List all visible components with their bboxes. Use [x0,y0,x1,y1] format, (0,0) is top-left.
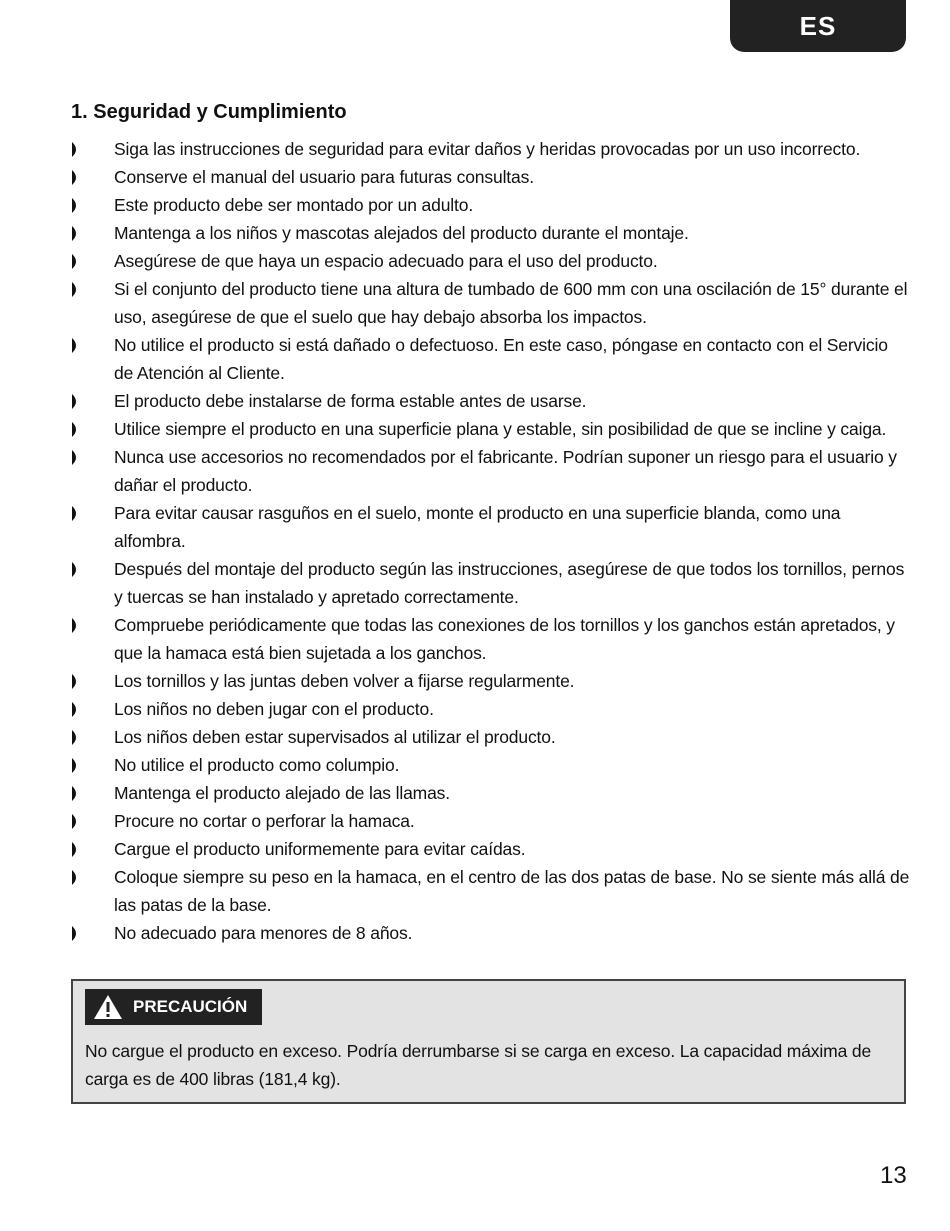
bullet-arrow-icon [72,842,80,857]
bullet-arrow-icon [72,926,80,941]
bullet-text: Este producto debe ser montado por un adulto. [114,195,474,215]
bullet-arrow-icon [72,814,80,829]
bullet-text: Conserve el manual del usuario para futuras consultas. [114,167,534,187]
bullet-text: Siga las instrucciones de seguridad para evitar daños y heridas provocadas por un uso incorrecto. [114,139,861,159]
bullet-item [70,555,910,611]
bullet-text: No utilice el producto si está dañado o defectuoso. En este caso, póngase en contacto con el Servicio de Atención al Cliente. [114,335,888,383]
bullet-arrow-icon [72,562,80,577]
bullet-text: Compruebe periódicamente que todas las conexiones de los tornillos y los ganchos están apretados, y que la hamaca está bien sujetada a los ganchos. [114,615,895,663]
bullet-text: Asegúrese de que haya un espacio adecuado para el uso del producto. [114,251,658,271]
bullet-text: No adecuado para menores de 8 años. [114,923,413,943]
bullet-item [70,191,910,219]
bullet-text: No utilice el producto como columpio. [114,755,400,775]
bullet-arrow-icon [72,338,80,353]
bullet-item [70,695,910,723]
bullet-arrow-icon [72,198,80,213]
bullet-text: Los tornillos y las juntas deben volver a fijarse regularmente. [114,671,575,691]
bullet-text: Después del montaje del producto según las instrucciones, asegúrese de que todos los tornillos, pernos y tuercas se han instalado y apretado correctamente. [114,559,905,607]
bullet-arrow-icon [72,450,80,465]
bullet-arrow-icon [72,786,80,801]
bullet-item [70,331,910,387]
bullet-text: Coloque siempre su peso en la hamaca, en el centro de las dos patas de base. No se siente más allá de las patas de la base. [114,867,910,915]
bullet-text: El producto debe instalarse de forma estable antes de usarse. [114,391,587,411]
bullet-item [70,751,910,779]
bullet-arrow-icon [72,170,80,185]
bullet-arrow-icon [72,618,80,633]
bullet-item [70,807,910,835]
bullet-item [70,499,910,555]
bullet-text: Cargue el producto uniformemente para evitar caídas. [114,839,526,859]
bullet-arrow-icon [72,422,80,437]
bullet-arrow-icon [72,702,80,717]
bullet-item [70,275,910,331]
bullet-text: Utilice siempre el producto en una superficie plana y estable, sin posibilidad de que se incline y caiga. [114,419,887,439]
bullet-item [70,835,910,863]
bullet-arrow-icon [72,674,80,689]
bullet-item [70,723,910,751]
bullet-arrow-icon [72,870,80,885]
bullet-arrow-icon [72,394,80,409]
bullet-text: Procure no cortar o perforar la hamaca. [114,811,415,831]
caution-label [85,989,262,1025]
safety-bullet-list [70,135,910,947]
bullet-item [70,919,910,947]
bullet-arrow-icon [72,142,80,157]
bullet-item [70,415,910,443]
bullet-item [70,247,910,275]
bullet-item [70,387,910,415]
bullet-item [70,219,910,247]
caution-label-text: PRECAUCIÓN [133,997,248,1016]
bullet-item [70,863,910,919]
bullet-arrow-icon [72,226,80,241]
bullet-arrow-icon [72,282,80,297]
bullet-item [70,163,910,191]
bullet-item [70,779,910,807]
section-title: 1. Seguridad y Cumplimiento [71,101,347,123]
bullet-text: Mantenga a los niños y mascotas alejados del producto durante el montaje. [114,223,689,243]
bullet-arrow-icon [72,758,80,773]
language-tab: ES [730,0,906,52]
bullet-item [70,667,910,695]
warning-triangle-icon [93,994,123,1020]
bullet-text: Para evitar causar rasguños en el suelo, monte el producto en una superficie blanda, como una alfombra. [114,503,841,551]
bullet-arrow-icon [72,506,80,521]
bullet-item [70,443,910,499]
bullet-item [70,135,910,163]
bullet-text: Los niños deben estar supervisados al utilizar el producto. [114,727,556,747]
bullet-text: Nunca use accesorios no recomendados por el fabricante. Podrían suponer un riesgo para el usuario y dañar el producto. [114,447,897,495]
bullet-text: Mantenga el producto alejado de las llamas. [114,783,450,803]
bullet-arrow-icon [72,254,80,269]
page-number: 13 [880,1162,907,1189]
bullet-text: Si el conjunto del producto tiene una altura de tumbado de 600 mm con una oscilación de 15° durante el uso, asegúrese de que el suelo que hay debajo absorba los impactos. [114,279,908,327]
bullet-arrow-icon [72,730,80,745]
caution-box [71,979,906,1104]
bullet-text: Los niños no deben jugar con el producto. [114,699,434,719]
bullet-item [70,611,910,667]
caution-text: No cargue el producto en exceso. Podría derrumbarse si se carga en exceso. La capacidad máxima de carga es de 400 libras (181,4 kg). [85,1041,872,1089]
